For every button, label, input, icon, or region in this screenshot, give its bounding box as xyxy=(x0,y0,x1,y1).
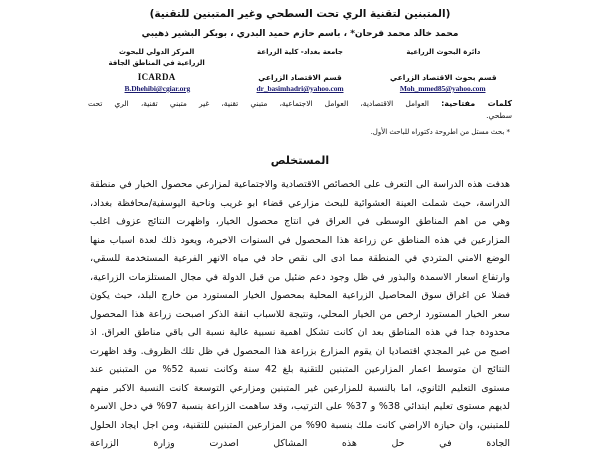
email-link-1[interactable]: B.Dhehibi@cgiar.org xyxy=(124,84,191,93)
page-title: (المتبنين لتقنية الري تحت السطحي وغير المتبنين للتقنية) xyxy=(149,8,451,20)
department-2: قسم الاقتصاد الزراعي xyxy=(258,73,342,82)
affiliation-3-line1: المركز الدولي للبحوث xyxy=(119,48,195,56)
departments-row xyxy=(88,72,512,83)
affiliation-1 xyxy=(375,47,512,58)
keywords-tail: سطحي. xyxy=(486,111,512,120)
keywords-label: كلمات مفتاحية: xyxy=(441,99,512,108)
affiliations-row xyxy=(88,47,512,69)
affiliation-1-line1: دائرة البحوث الزراعية xyxy=(406,48,481,56)
department-1: قسم بحوث الاقتصاد الزراعي xyxy=(390,73,497,82)
email-link-2[interactable]: dr_basimhadri@yahoo.com xyxy=(256,84,344,93)
keywords-line xyxy=(88,98,512,110)
abstract-body: هدفت هذه الدراسة الى التعرف على الخصائص الاقتصادية والاجتماعية لمزارعي محصول الخيار في منطقة الدراسة، حيث شملت العينة العشوائية للبحث مزارعي قضاء ابو غريب وناحية اليوسفية/محافظة بغداد، وهي من اهم المناطق الوسطى في العراق في انتاج محصول الخيار، واظهرت النتائج عزوف اغلب المزارعين في هذه المناطق عن زراعة هذا المحصول في السنوات الاخيرة، ويعود ذلك لعدة اسباب منها الوضع الامني المتردي في المنطقة مما ادى الى نقص حاد في مياه الانهر الفرعية المستخدمة للسقي، وارتفاع اسعار الاسمدة والبذور في ظل وجود دعم ضئيل من قبل الدولة في مجال المستلزمات الزراعية، فضلا عن اغراق سوق المحاصيل الزراعية المحلية بمحصول الخيار المستورد من خارج البلد، حيث يكون سعر الخيار المستورد ارخص من الخيار المحلي، ونتيجة للاسباب انفة الذكر اصبحت زراعة هذا المحصول محدودة جدا في هذه المناطق بعد ان كانت تشكل اهمية نسبية عالية نسبة الى باقي مناطق العراق. اذ اصبح من غير المجدي اقتصاديا ان يقوم المزارع بزراعة هذا المحصول في ظل تلك الظروف. وقد اظهرت النتائج ان متوسط اعمار المزارعين المتبنين للتقنية بلغ 42 سنة وكانت نسبة 52% من المتبنين عند مستوى التعليم الثانوي، اما بالنسبة للمزارعين غير المتبنين ومزارعي التوسعة كانت النسبة الاكبر منهم لديهم مستوى تعليم ابتدائي 38% و 37% على الترتيب، وقد ساهمت الزراعة بنسبة 97% في دخل الاسرة للمتبنين، وان حيازة الاراضي كانت ملك بنسبة 90% من المزارعين المتبنين للتقنية، ومن اجل ايجاد الحلول الجادة في حل هذه المشاكل اصدرت وزارة الزراعة xyxy=(90,179,510,449)
emails-row xyxy=(88,84,512,93)
authors-line: محمد خالد محمد فرحان* ، باسم حازم حميد البدري ، بوبكر البشير ذهيبي xyxy=(141,29,459,39)
affiliation-3 xyxy=(88,47,225,69)
affiliation-2 xyxy=(231,47,368,58)
keywords-text: العوامل الاقتصادية، العوامل الاجتماعية، متبني تقنية، غير متبني تقنية، الري تحت xyxy=(88,99,429,108)
affiliation-3-line2: الزراعية في المناطق الجافة xyxy=(108,59,205,67)
abstract-heading: المستخلص xyxy=(270,154,330,167)
footnote: * بحث مستل من اطروحة دكتوراه للباحث الأول. xyxy=(370,128,510,136)
email-link-3[interactable]: Moh_mmed85@yahoo.com xyxy=(399,84,486,93)
affiliation-2-line1: جامعة بغداد- كلية الزراعة xyxy=(257,48,343,56)
department-3-icarda: ICARDA xyxy=(137,72,176,82)
